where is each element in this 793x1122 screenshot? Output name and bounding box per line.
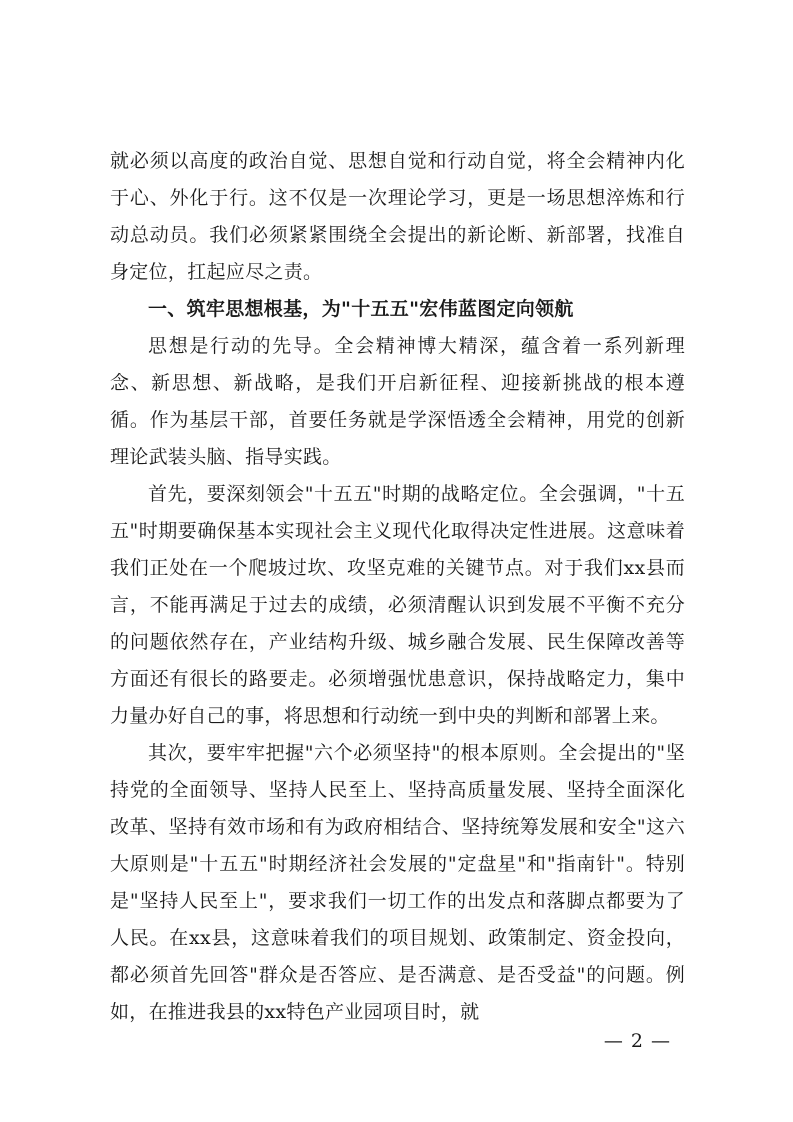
document-body — [110, 143, 685, 1031]
paragraph-continued: 就必须以高度的政治自觉、思想自觉和行动自觉，将全会精神内化于心、外化于行。这不仅是一次理论学习，更是一场思想淬炼和行动总动员。我们必须紧紧围绕全会提出的新论断、新部署，找准自身定位，扛起应尽之责。 — [110, 150, 685, 283]
page-number: — 2 — — [603, 1030, 671, 1052]
paragraph: 其次，要牢牢把握"六个必须坚持"的根本原则。全会提出的"坚持党的全面领导、坚持人民至上、坚持高质量发展、坚持全面深化改革、坚持有效市场和有为政府相结合、坚持统筹发展和安全"这六大原则是"十五五"时期经济社会发展的"定盘星"和"指南针"。特别是"坚持人民至上"，要求我们一切工作的出发点和落脚点都要为了人民。在xx县，这意味着我们的项目规划、政策制定、资金投向，都必须首先回答"群众是否答应、是否满意、是否受益"的问题。例如，在推进我县的xx特色产业园项目时，就 — [110, 742, 685, 1023]
section-heading: 一、筑牢思想根基，为"十五五"宏伟蓝图定向领航 — [148, 298, 574, 320]
paragraph: 思想是行动的先导。全会精神博大精深，蕴含着一系列新理念、新思想、新战略，是我们开启新征程、迎接新挑战的根本遵循。作为基层干部，首要任务就是学深悟透全会精神，用党的创新理论武装头脑、指导实践。 — [110, 335, 685, 468]
paragraph: 首先，要深刻领会"十五五"时期的战略定位。全会强调，"十五五"时期要确保基本实现社会主义现代化取得决定性进展。这意味着我们正处在一个爬坡过坎、攻坚克难的关键节点。对于我们xx县而言，不能再满足于过去的成绩，必须清醒认识到发展不平衡不充分的问题依然存在，产业结构升级、城乡融合发展、民生保障改善等方面还有很长的路要走。必须增强忧患意识，保持战略定力，集中力量办好自己的事，将思想和行动统一到中央的判断和部署上来。 — [110, 483, 685, 727]
